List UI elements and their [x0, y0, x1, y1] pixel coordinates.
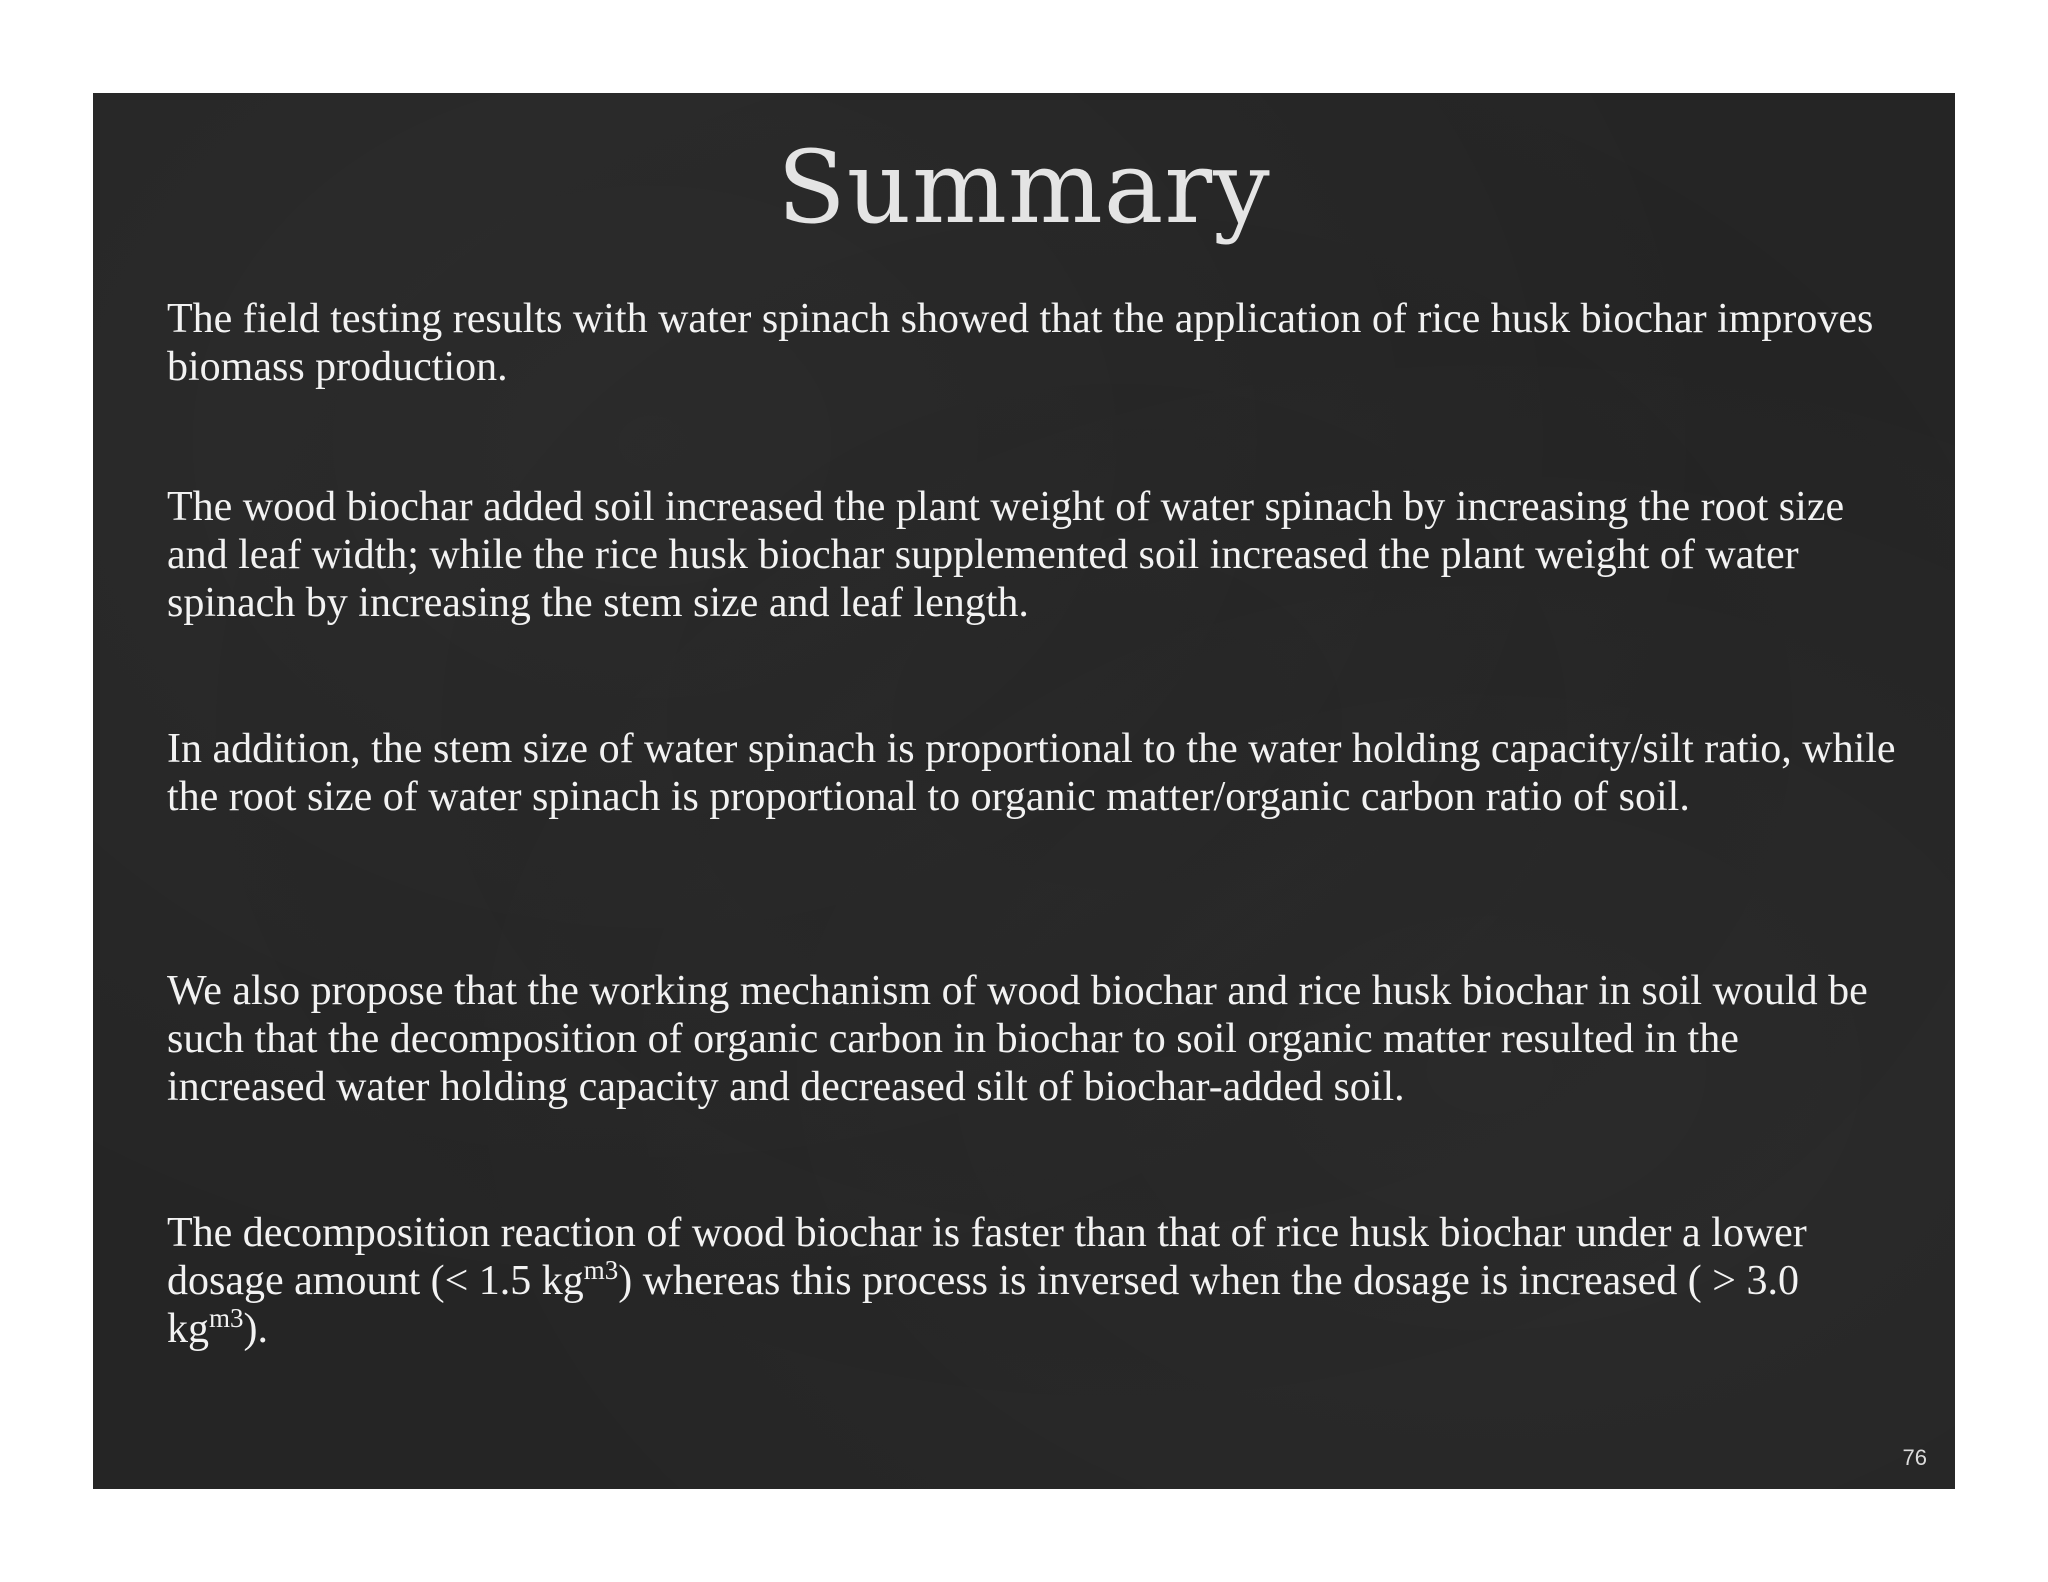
slide — [93, 93, 1955, 1489]
unit-superscript-1: m3 — [583, 1255, 619, 1285]
summary-paragraph-5 — [167, 1209, 1907, 1353]
paragraph-5-text-2: ) whereas this process is inversed when the dosage is increased ( > 3.0 kg — [167, 1258, 1799, 1352]
summary-paragraph-4: We also propose that the working mechanism of wood biochar and rice husk biochar in soil would be such that the decomposition of organic carbon in biochar to soil organic matter resulted in the increased water holding capacity and decreased silt of biochar-added soil. — [167, 968, 1868, 1110]
slide-title: Summary — [777, 129, 1271, 246]
page-number: 76 — [1902, 1445, 1927, 1470]
summary-paragraph-3: In addition, the stem size of water spinach is proportional to the water holding capacity/silt ratio, while the root size of water spinach is proportional to organic matter/organic carbon ratio of soil. — [167, 726, 1896, 820]
summary-paragraph-2: The wood biochar added soil increased the plant weight of water spinach by increasing the root size and leaf width; while the rice husk biochar supplemented soil increased the plant weight of water spinach by increasing the stem size and leaf length. — [167, 484, 1845, 626]
paragraph-5-text-1: The decomposition reaction of wood biochar is faster than that of rice husk biochar under a lower dosage amount (< 1.5 kg — [167, 1210, 1807, 1304]
unit-superscript-2: m3 — [209, 1303, 244, 1333]
summary-paragraph-1: The field testing results with water spinach showed that the application of rice husk biochar improves biomass production. — [167, 296, 1874, 390]
paragraph-5-text-3: ). — [243, 1306, 269, 1352]
